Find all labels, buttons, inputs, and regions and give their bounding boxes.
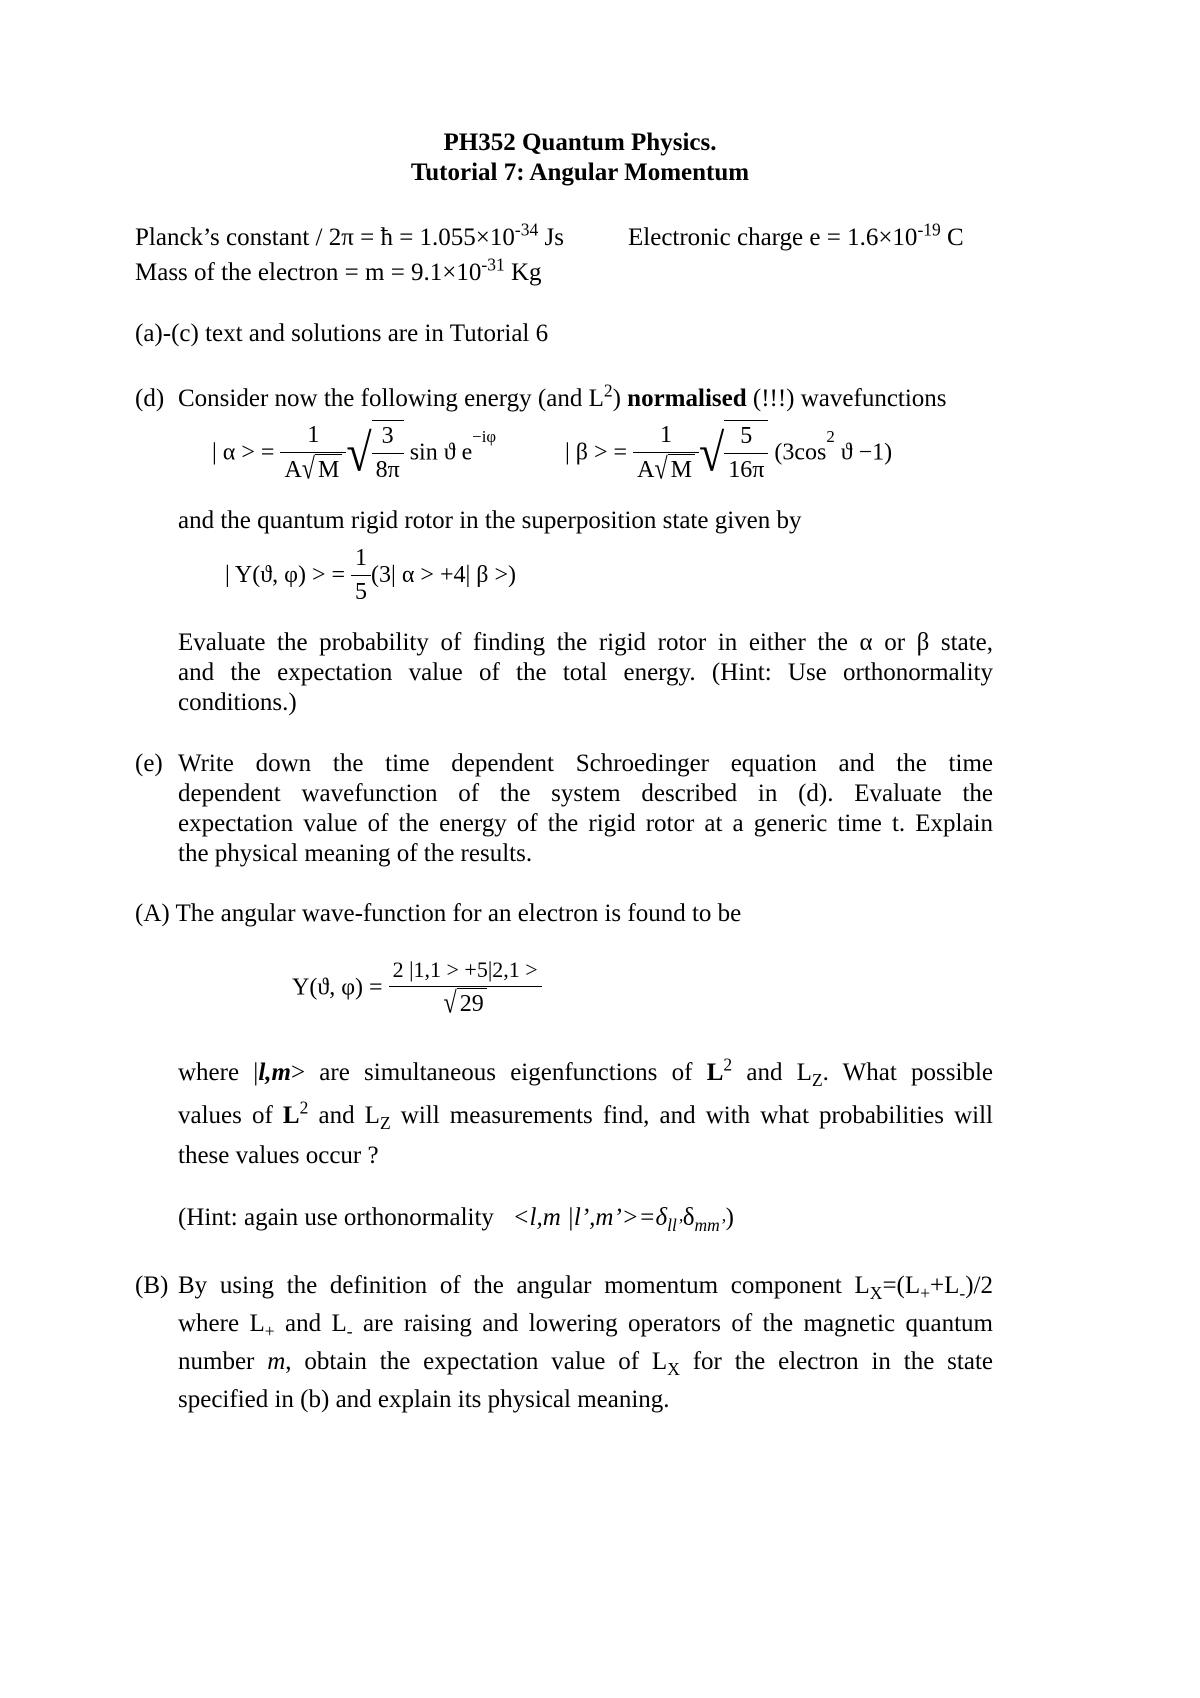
root-sign: √ xyxy=(301,453,315,487)
B-line-4: specified in (b) and explain its physical meaning. xyxy=(178,1386,670,1413)
e-line-3: expectation value of the energy of the rigid rotor at a generic time t. Explain xyxy=(178,810,993,837)
B-line-3: number m, obtain the expectation value of $L_X$ for the electron in the state xyxy=(178,1348,993,1380)
d-eval-line-2: and the expectation value of the total energy. (Hint: Use orthonormality xyxy=(178,659,993,686)
part-d-label: (d) xyxy=(135,385,165,412)
tutorial-title: Tutorial 7: Angular Momentum xyxy=(410,159,750,186)
beta-root-fraction: $\frac{5}{16\pi}$ xyxy=(724,420,768,486)
part-e-label: (e) xyxy=(135,750,163,777)
charge-constant: Electronic charge $e = 1.6\times 10^{-19}$ C xyxy=(628,219,964,251)
root-sign: √ xyxy=(698,423,725,483)
e-line-4: the physical meaning of the results. xyxy=(178,840,533,867)
e-line-1: Write down the time dependent Schroedinger equation and the time xyxy=(178,750,993,777)
A-intro: (A) The angular wave-function for an electron is found to be xyxy=(135,900,742,927)
Y-fraction: $\frac{1}{5}$ xyxy=(351,543,371,608)
alpha-equation: | α > = $\frac{1}{A√ M}$ √ $\frac{3}{8\pi}$ sin ϑ $e^{-i\varphi}$ xyxy=(212,420,496,486)
beta-equation: | β > = $\frac{1}{A√ M}$ √ $\frac{5}{16\pi}$ ($3\cos^2$ ϑ −1) xyxy=(565,420,892,486)
constants-line-1: Planck’s constant / 2π = ħ = $1.055\times 10^{-34}$ Js xyxy=(135,219,564,251)
d-eval-line-3: conditions.) xyxy=(178,689,297,716)
course-title: PH352 Quantum Physics. xyxy=(443,129,717,156)
hbar-symbol: ħ xyxy=(380,224,393,251)
A-hint-line: (Hint: again use orthonormality <l,m $|l’,m’>=\delta_{ll’}\delta_{mm’}$) xyxy=(178,1204,734,1236)
A-where-line: where |l,m> are simultaneous eigenfunctions of $L^2$ and $L_Z$. What possible xyxy=(178,1054,993,1091)
d-eval-line-1: Evaluate the probability of finding the rigid rotor in either the α or β state, xyxy=(178,629,993,656)
A-occur-line: these values occur ? xyxy=(178,1142,379,1169)
beta-fraction: $\frac{1}{A√ M}$ xyxy=(633,420,699,486)
A-equation: Y(ϑ, φ) = $\frac{2 |1,1 > +5|2,1 >}{√ 29}$ xyxy=(292,956,542,1020)
B-line-2: where $L_+$ and $L_-$ are raising and lowering operators of the magnetic quantum xyxy=(178,1310,993,1342)
A-fraction: $\frac{2 |1,1 > +5|2,1 >}{√ 29}$ xyxy=(389,956,542,1020)
root-sign: √ xyxy=(654,453,668,487)
part-d-intro: Consider now the following energy (and $L^2$) normalised (!!!) wavefunctions xyxy=(178,380,947,412)
A-values-line: values of $L^2$ and $L_Z$ will measurements find, and with what probabilities will xyxy=(178,1097,993,1134)
e-line-2: dependent wavefunction of the system described in (d). Evaluate the xyxy=(178,780,993,807)
alpha-root-fraction: $\frac{3}{8\pi}$ xyxy=(372,420,404,486)
part-B-label: (B) xyxy=(135,1272,169,1299)
root-sign: √ xyxy=(346,423,372,483)
alpha-fraction: $\frac{1}{A√ M}$ xyxy=(280,420,346,486)
B-line-1: By using the definition of the angular momentum component $L_X=(L_++L_-)/2$ xyxy=(178,1272,993,1304)
root-sign: √ xyxy=(443,987,457,1020)
mass-constant: Mass of the electron = $m = 9.1\times 10^{-31}$ Kg xyxy=(135,254,542,286)
superposition-equation: | Y(ϑ, φ) > = $\frac{1}{5}$ (3| α > +4| β >) xyxy=(225,543,516,608)
ac-note: (a)-(c) text and solutions are in Tutorial 6 xyxy=(135,320,549,347)
rotor-intro: and the quantum rigid rotor in the superposition state given by xyxy=(178,507,802,534)
